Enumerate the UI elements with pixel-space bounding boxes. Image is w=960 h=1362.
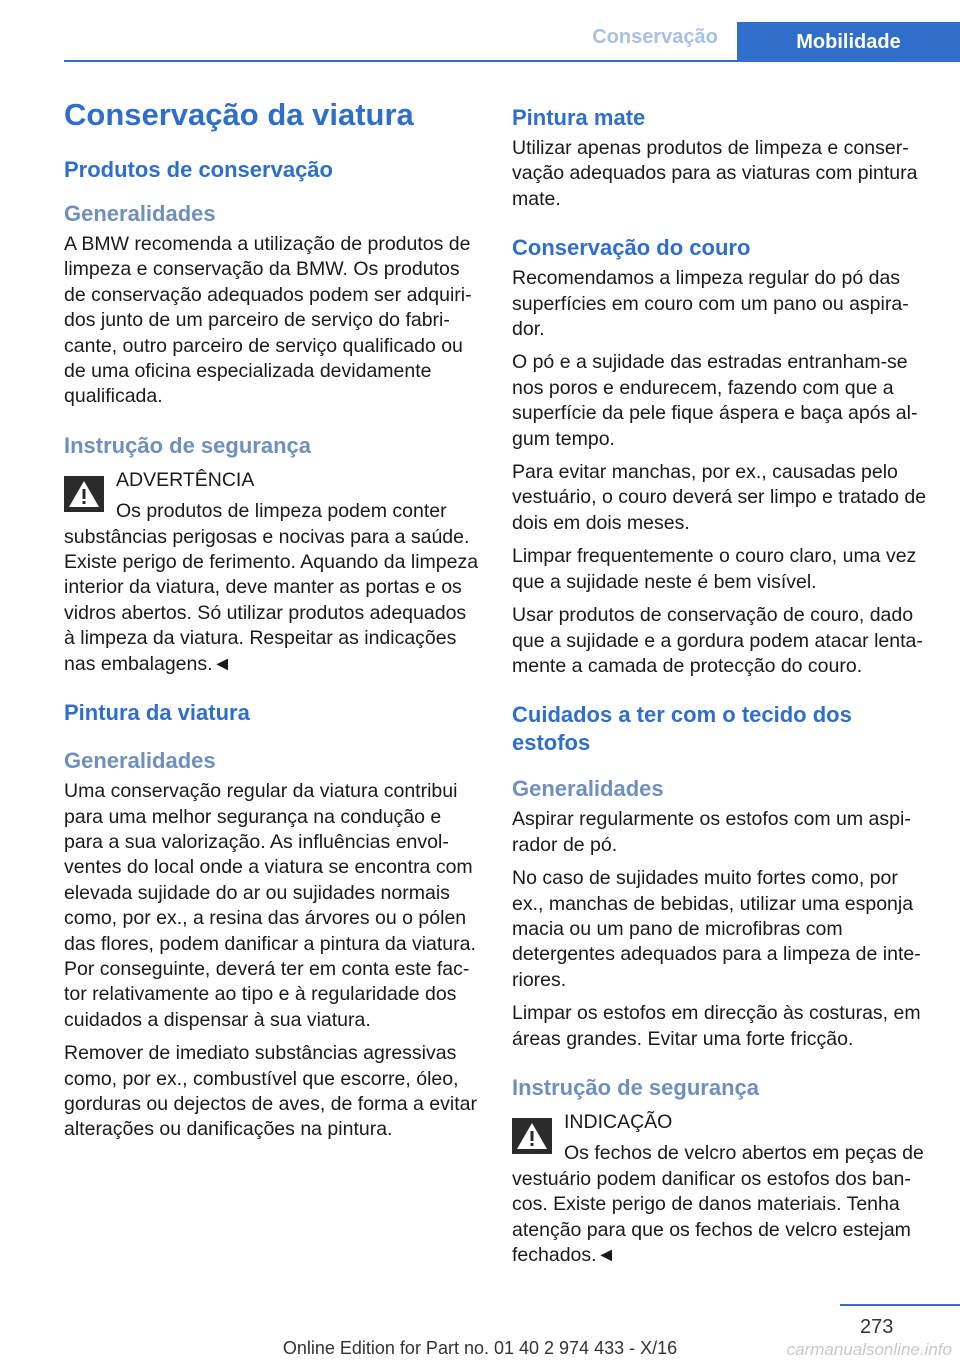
subheading-generalidades: Generalidades <box>512 776 664 802</box>
section-tab-mobilidade[interactable]: Mobilidade <box>737 22 960 60</box>
header-rule <box>64 60 960 62</box>
warning-title: ADVERTÊNCIA <box>116 468 255 491</box>
paragraph: Remover de imediato substâncias agressivas como, por ex., combustível que escorre, óleo, gorduras ou dejectos de aves, de forma a evitar alterações ou danificações na pintura. <box>64 1042 477 1141</box>
warning-text: Os produtos de limpeza podem conter substâncias perigosas e nocivas para a saúde. Existe perigo de ferimento. Aquando da limpeza interior da viatura, deve manter as portas e os vidros abertos. Só utilizar produtos adequados à limpeza da viatura. Respeitar as indicações nas embalagens.◄ <box>64 500 479 675</box>
heading-pintura-viatura: Pintura da viatura <box>64 700 250 726</box>
right-column <box>512 104 932 1268</box>
warning-icon <box>512 1118 552 1154</box>
paragraph: Limpar os estofos em direcção às costuras, em áreas grandes. Evitar uma forte fricção. <box>512 1002 921 1050</box>
heading-tecido-estofos: Cuidados a ter com o tecido dos estofos <box>512 702 852 756</box>
watermark: carmanualsonline.info <box>786 1340 952 1359</box>
paragraph: A BMW recomenda a utilização de produtos de limpeza e conservação da BMW. Os produtos de conservação adequados podem ser adquiridos junto de um parceiro de serviço do fabricante, outro parceiro de serviço qualificado ou de uma oficina especializada devidamente qualificada. <box>64 233 472 408</box>
subheading-generalidades: Generalidades <box>64 201 216 226</box>
paragraph: Recomendamos a limpeza regular do pó das superfícies em couro com um pano ou aspirador. <box>512 267 909 341</box>
heading-pintura-mate: Pintura mate <box>512 105 646 130</box>
heading-produtos-conservacao: Produtos de conservação <box>64 157 333 182</box>
notice-block <box>512 1110 932 1268</box>
left-column <box>64 96 482 1151</box>
heading-conservacao-couro: Conservação do couro <box>512 235 751 261</box>
paragraph: No caso de sujidades muito fortes como, por ex., manchas de bebidas, utilizar uma esponja macia ou um pano de microfibras com detergentes adequados para a limpeza de interiores. <box>512 867 921 991</box>
subheading-generalidades: Generalidades <box>64 748 216 774</box>
footer-rule <box>840 1304 960 1306</box>
paragraph: Uma conservação regular da viatura contribui para uma melhor segurança na condução e para a sua valorização. As influências envolventes do local onde a viatura se encontra com elevada sujidade do ar ou sujidades normais como, por ex., a resina das árvores ou o pólen das flores, podem danificar a pintura da viatura. Por conseguinte, deverá ter em conta este factor relativamente ao tipo e à regularidade dos cuidados a dispensar à sua viatura. <box>64 780 476 1031</box>
page-number: 273 <box>860 1316 894 1338</box>
paragraph: Usar produtos de conservação de couro, dado que a sujidade e a gordura podem atacar lentamente a camada de protecção do couro. <box>512 604 923 677</box>
warning-block <box>64 468 482 677</box>
paragraph: Para evitar manchas, por ex., causadas pelo vestuário, o couro deverá ser limpo e tratado de dois em dois meses. <box>512 461 927 534</box>
paragraph: O pó e a sujidade das estradas entranham-se nos poros e endurecem, fazendo com que a superfície da pele fique áspera e baça após algum tempo. <box>512 351 918 450</box>
page-header <box>0 0 960 62</box>
subheading-instrucao-seguranca: Instrução de segurança <box>512 1074 759 1100</box>
notice-title: INDICAÇÃO <box>564 1110 673 1133</box>
edition-footer: Online Edition for Part no. 01 40 2 974 433 - X/16 <box>282 1338 678 1358</box>
warning-icon <box>64 476 104 512</box>
section-tab-conservacao[interactable]: Conservação <box>592 26 718 48</box>
paragraph: Aspirar regularmente os estofos com um aspirador de pó. <box>512 808 911 856</box>
paragraph: Limpar frequentemente o couro claro, uma vez que a sujidade neste é bem visível. <box>512 545 917 593</box>
paragraph: Utilizar apenas produtos de limpeza e conservação adequados para as viaturas com pintura mate. <box>512 137 918 210</box>
page-title: Conservação da viatura <box>64 97 414 132</box>
subheading-instrucao-seguranca: Instrução de segurança <box>64 432 311 458</box>
notice-text: Os fechos de velcro abertos em peças de vestuário podem danificar os estofos dos bancos. Existe perigo de danos materiais. Tenha atenção para que os fechos de velcro estejam fechados.◄ <box>512 1142 924 1266</box>
